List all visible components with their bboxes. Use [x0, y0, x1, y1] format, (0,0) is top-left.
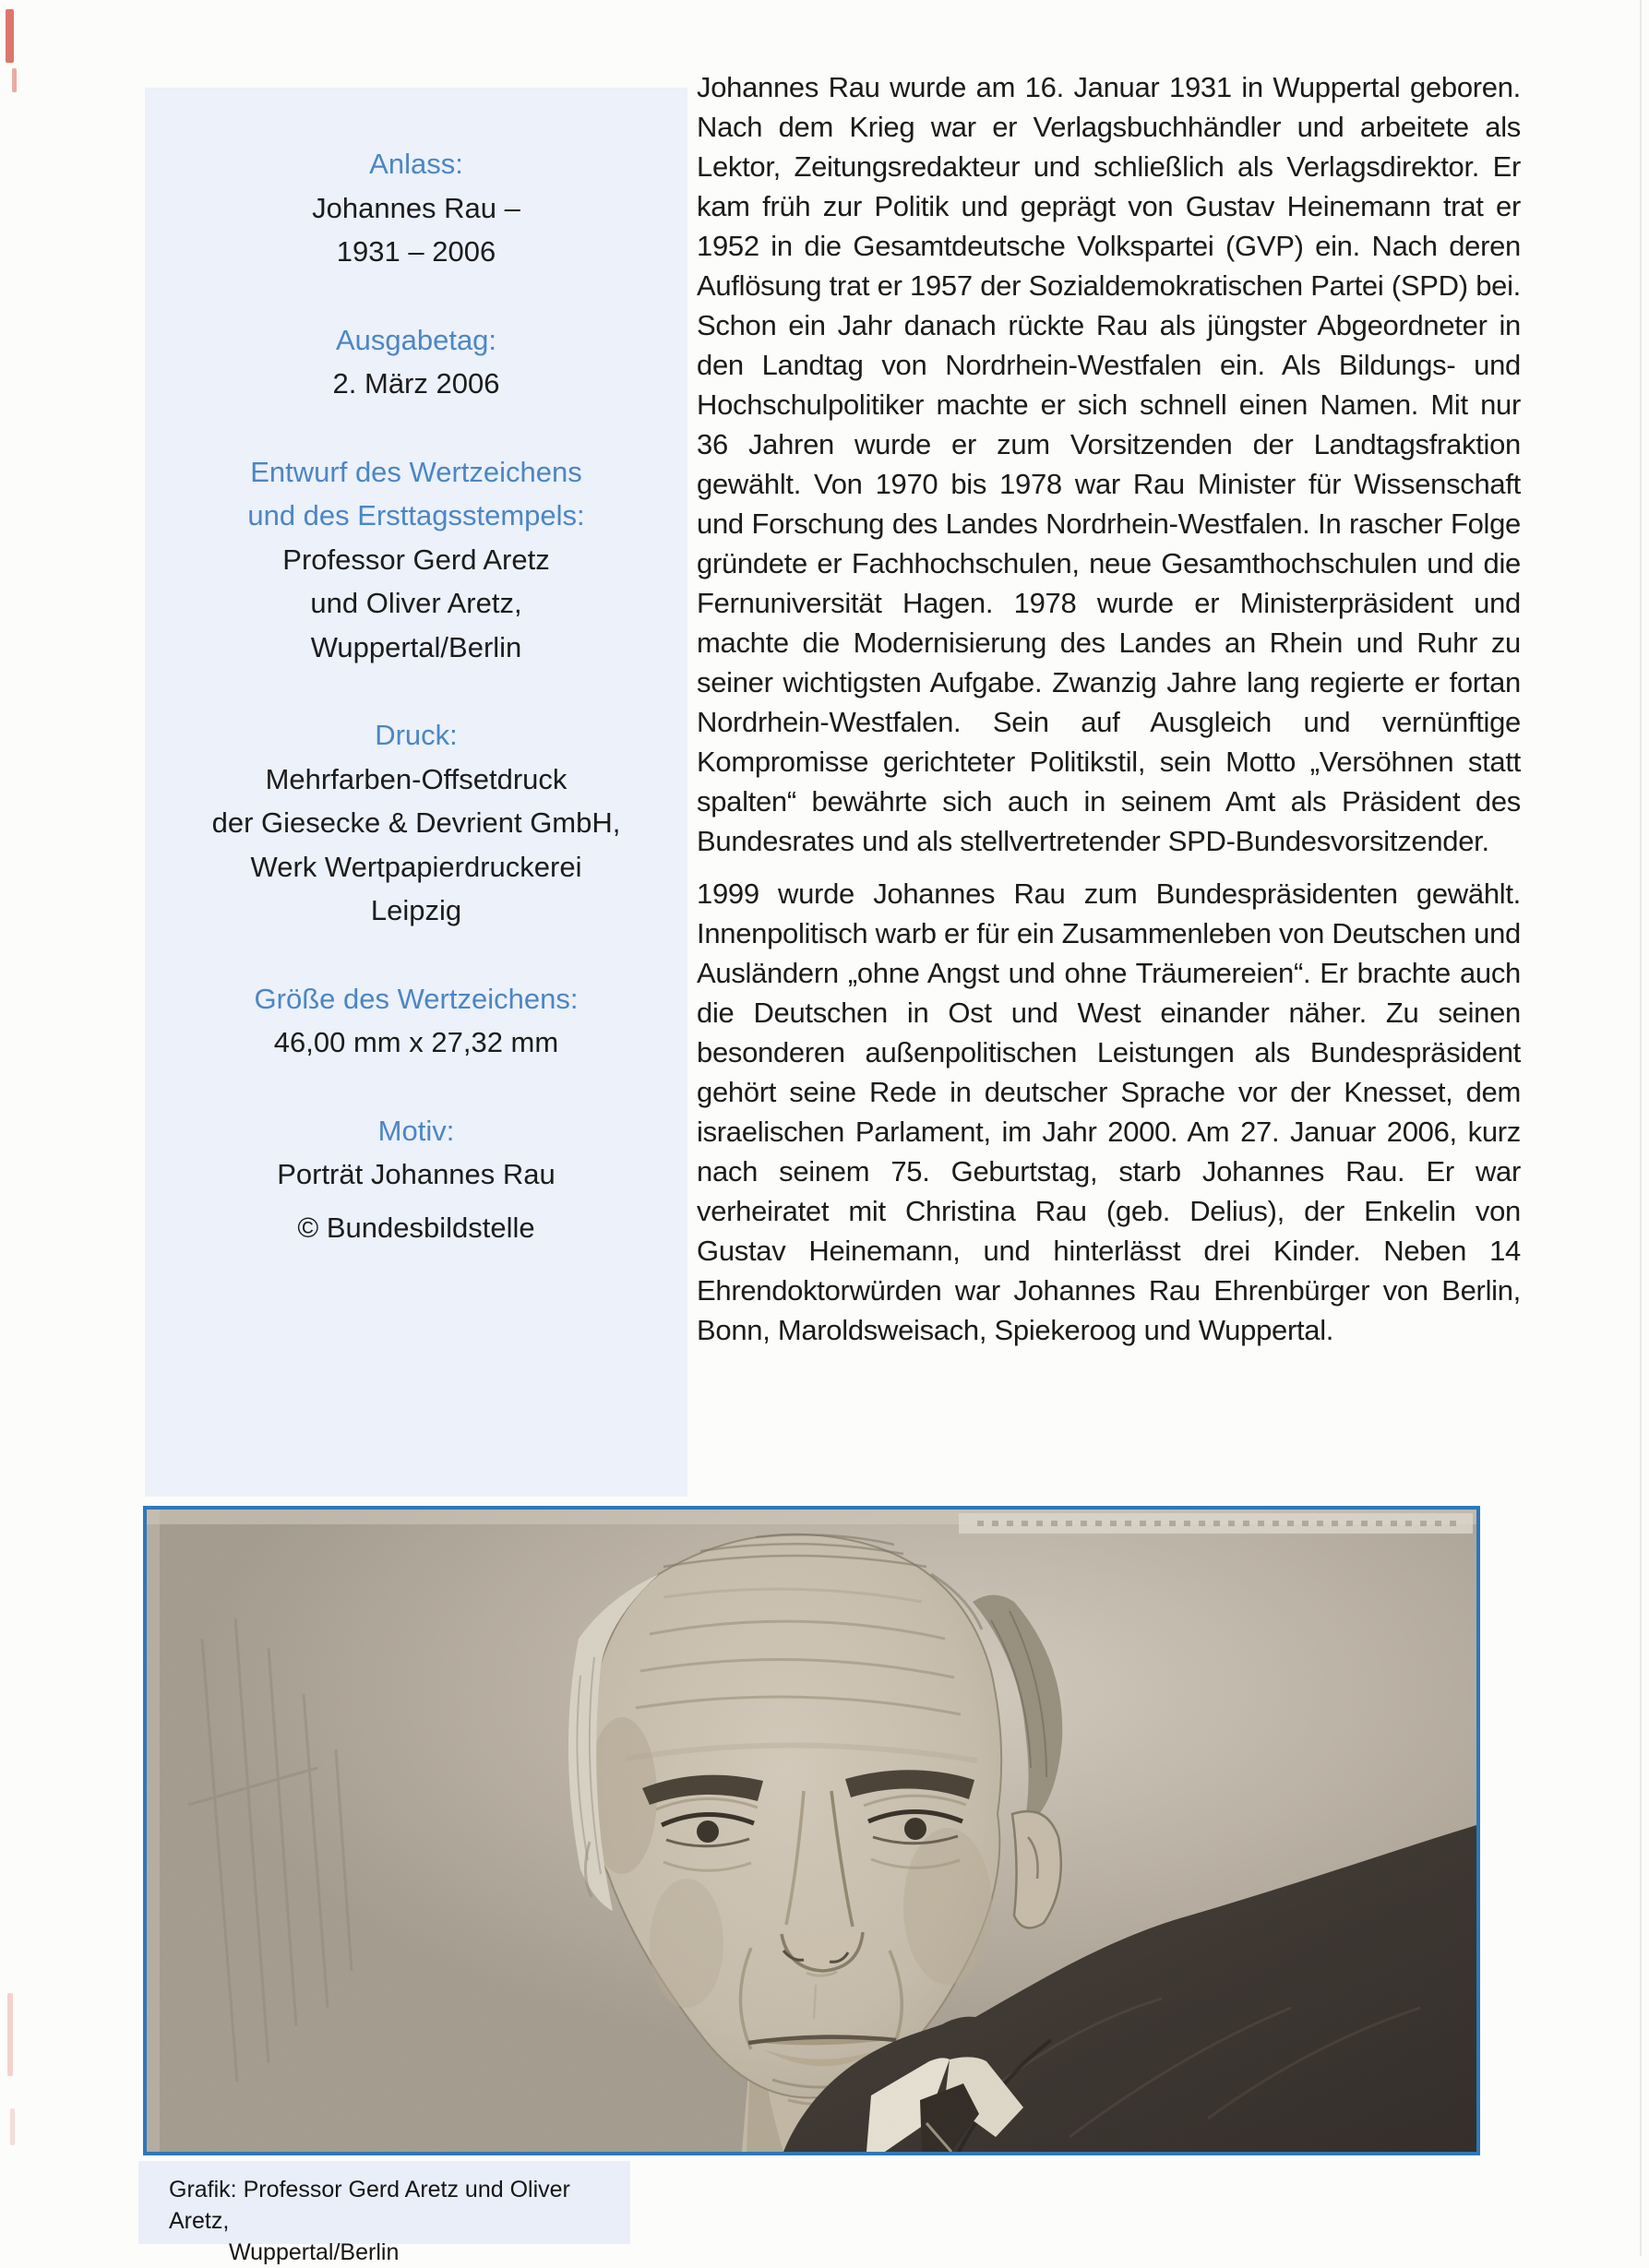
johannes-rau-portrait [143, 1506, 1480, 2155]
scan-artifact [7, 1993, 13, 2076]
scan-artifact [6, 9, 14, 63]
section-line: und Oliver Aretz, [310, 587, 522, 619]
sidebar-section-anlass [145, 142, 687, 274]
section-heading: Entwurf des Wertzeichens [250, 455, 582, 488]
biography-paragraph-1: Johannes Rau wurde am 16. Januar 1931 in Wuppertal geboren. Nach dem Krieg war er Verlagsbuchhändler und arbeitete als Lektor, Zeitungsredakteur und schließlich als Verlagsdirektor. Er kam früh zur Politik und geprägt von Gustav Heinemann trat er 1952 in die Gesamtdeutsche Volkspartei (GVP) ein. Nach deren Auflösung trat er 1957 der Sozialdemokratischen Partei (SPD) bei. Schon ein Jahr danach rückte Rau als jüngster Abgeordneter in den Landtag von Nordrhein-Westfalen ein. Als Bildungs- und Hochschulpolitiker machte er sich schnell einen Namen. Mit nur 36 Jahren wurde er zum Vorsitzenden der Landtagsfraktion gewählt. Von 1970 bis 1978 war Rau Minister für Wissenschaft und Forschung des Landes Nordrhein-Westfalen. In rascher Folge gründete er Fachhochschulen, neue Gesamthochschulen und die Fernuniversität Hagen. 1978 wurde er Ministerpräsident und machte die Modernisierung des Landes an Rhein und Ruhr zu seiner wichtigsten Aufgabe. Zwanzig Jahre lang regierte er fortan Nordrhein-Westfalen. Sein auf Ausgleich und vernünftige Kompromisse gerichteter Politikstil, sein Motto „Versöhnen statt spalten“ bewährte sich auch in seinem Amt als Präsident des Bundesrates und als stellvertretender SPD-Bundesvorsitzender. [697, 71, 1521, 857]
page-edge-crease [1640, 0, 1642, 2256]
sidebar-section-entwurf [145, 450, 687, 670]
section-heading: Anlass: [369, 148, 463, 180]
section-line: Werk Wertpapierdruckerei [250, 850, 582, 883]
copyright-credit: © Bundesbildstelle [297, 1211, 535, 1244]
section-heading: und des Ersttagsstempels: [247, 499, 585, 531]
section-line: der Giesecke & Devrient GmbH, [211, 806, 621, 839]
section-heading: Druck: [375, 719, 458, 751]
sidebar-section-druck [145, 713, 687, 933]
section-line: Mehrfarben-Offsetdruck [265, 762, 568, 795]
biography-paragraph-2: 1999 wurde Johannes Rau zum Bundespräsidenten gewählt. Innenpolitisch warb er für ein Zusammenleben von Deutschen und Ausländern „ohne Angst und ohne Träumereien“. Er brachte auch die Deutschen in Ost und West einander näher. Zu seinen besonderen außenpolitischen Leistungen als Bundespräsident gehört seine Rede in deutscher Sprache vor der Knesset, dem israelischen Parlament, im Jahr 2000. Am 27. Januar 2006, kurz nach seinem 75. Geburtstag, starb Johannes Rau. Er war verheiratet mit Christina Rau (geb. Delius), der Enkelin von Gustav Heinemann, und hinterlässt drei Kinder. Neben 14 Ehrendoktorwürden war Johannes Rau Ehrenbürger von Berlin, Bonn, Maroldsweisach, Spiekeroog und Wuppertal. [697, 877, 1521, 1346]
section-line: Professor Gerd Aretz [282, 543, 550, 576]
section-line: 46,00 mm x 27,32 mm [273, 1026, 559, 1058]
biography-text [697, 67, 1521, 1350]
credit-line: Wuppertal/Berlin [229, 2239, 400, 2265]
section-line: Leipzig [370, 894, 462, 926]
section-line: 1931 – 2006 [336, 235, 496, 268]
section-heading: Ausgabetag: [335, 323, 497, 356]
sidebar-section-motiv [145, 1109, 687, 1250]
section-line: Wuppertal/Berlin [310, 630, 522, 663]
section-line: 2. März 2006 [332, 367, 500, 400]
portrait-drawing [147, 1510, 1476, 2152]
section-line: Johannes Rau – [312, 191, 520, 224]
sidebar-section-ausgabetag [145, 318, 687, 406]
section-line: Porträt Johannes Rau [277, 1158, 556, 1190]
sidebar-section-groesse [145, 977, 687, 1065]
section-heading: Größe des Wertzeichens: [254, 982, 579, 1015]
scan-artifact [12, 68, 17, 92]
section-heading: Motiv: [377, 1114, 455, 1147]
credit-line: Grafik: Professor Gerd Aretz und Oliver Aretz, [169, 2177, 570, 2234]
stamp-info-sidebar [145, 88, 687, 1497]
portrait-credit [138, 2161, 630, 2265]
scan-artifact [10, 2108, 15, 2145]
